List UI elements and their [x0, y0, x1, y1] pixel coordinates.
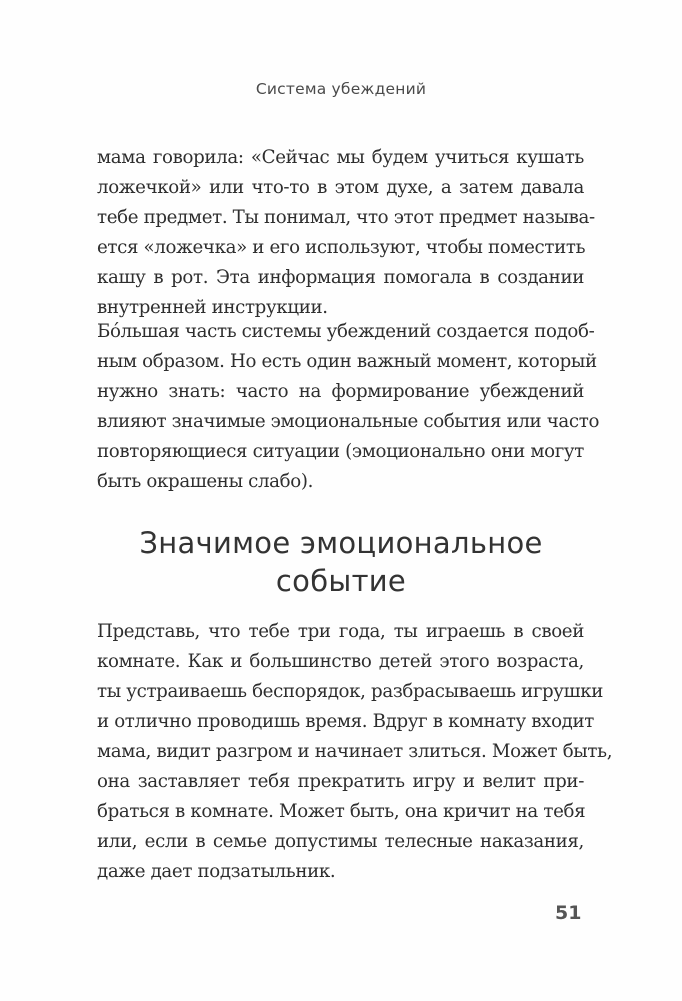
- text-line: и отлично проводишь время. Вдруг в комнату входит: [97, 711, 595, 732]
- text-line: или, если в семье допустимы телесные наказания,: [97, 831, 584, 852]
- paragraph-2: [97, 317, 600, 497]
- section-heading-line-1: Значимое эмоциональное: [139, 526, 543, 560]
- text-line: Бóльшая часть системы убеждений создается подоб-: [97, 321, 595, 342]
- text-line: ным образом. Но есть один важный момент, который: [97, 351, 597, 372]
- text-line: влияют значимые эмоциональные события или часто: [97, 411, 600, 432]
- section-heading-line-2: событие: [275, 564, 407, 598]
- text-line: браться в комнате. Может быть, она кричит на тебя: [97, 801, 586, 822]
- page-number: 51: [555, 902, 582, 924]
- text-line: ется «ложечка» и его используют, чтобы поместить: [97, 237, 586, 258]
- text-line: внутренней инструкции.: [97, 297, 328, 318]
- paragraph-3: [97, 617, 613, 887]
- text-line: даже дает подзатыльник.: [97, 861, 336, 882]
- section-heading: [0, 524, 682, 600]
- running-head: Система убеждений: [255, 80, 427, 98]
- text-line: быть окрашены слабо).: [97, 471, 314, 492]
- text-line: ты устраиваешь беспорядок, разбрасываешь игрушки: [97, 681, 604, 702]
- text-line: тебе предмет. Ты понимал, что этот предмет называ-: [97, 207, 595, 228]
- paragraph-1: [97, 143, 595, 323]
- text-line: комнате. Как и большинство детей этого возраста,: [97, 651, 584, 672]
- text-line: Представь, что тебе три года, ты играешь в своей: [97, 621, 584, 642]
- text-line: она заставляет тебя прекратить игру и велит при-: [97, 771, 584, 792]
- text-line: ложечкой» или что-то в этом духе, а затем давала: [97, 177, 584, 198]
- text-line: мама говорила: «Сейчас мы будем учиться кушать: [97, 147, 584, 168]
- text-line: повторяющиеся ситуации (эмоционально они могут: [97, 441, 584, 462]
- text-line: кашу в рот. Эта информация помогала в создании: [97, 267, 584, 288]
- text-line: нужно знать: часто на формирование убеждений: [97, 381, 584, 402]
- text-line: мама, видит разгром и начинает злиться. Может быть,: [97, 741, 613, 762]
